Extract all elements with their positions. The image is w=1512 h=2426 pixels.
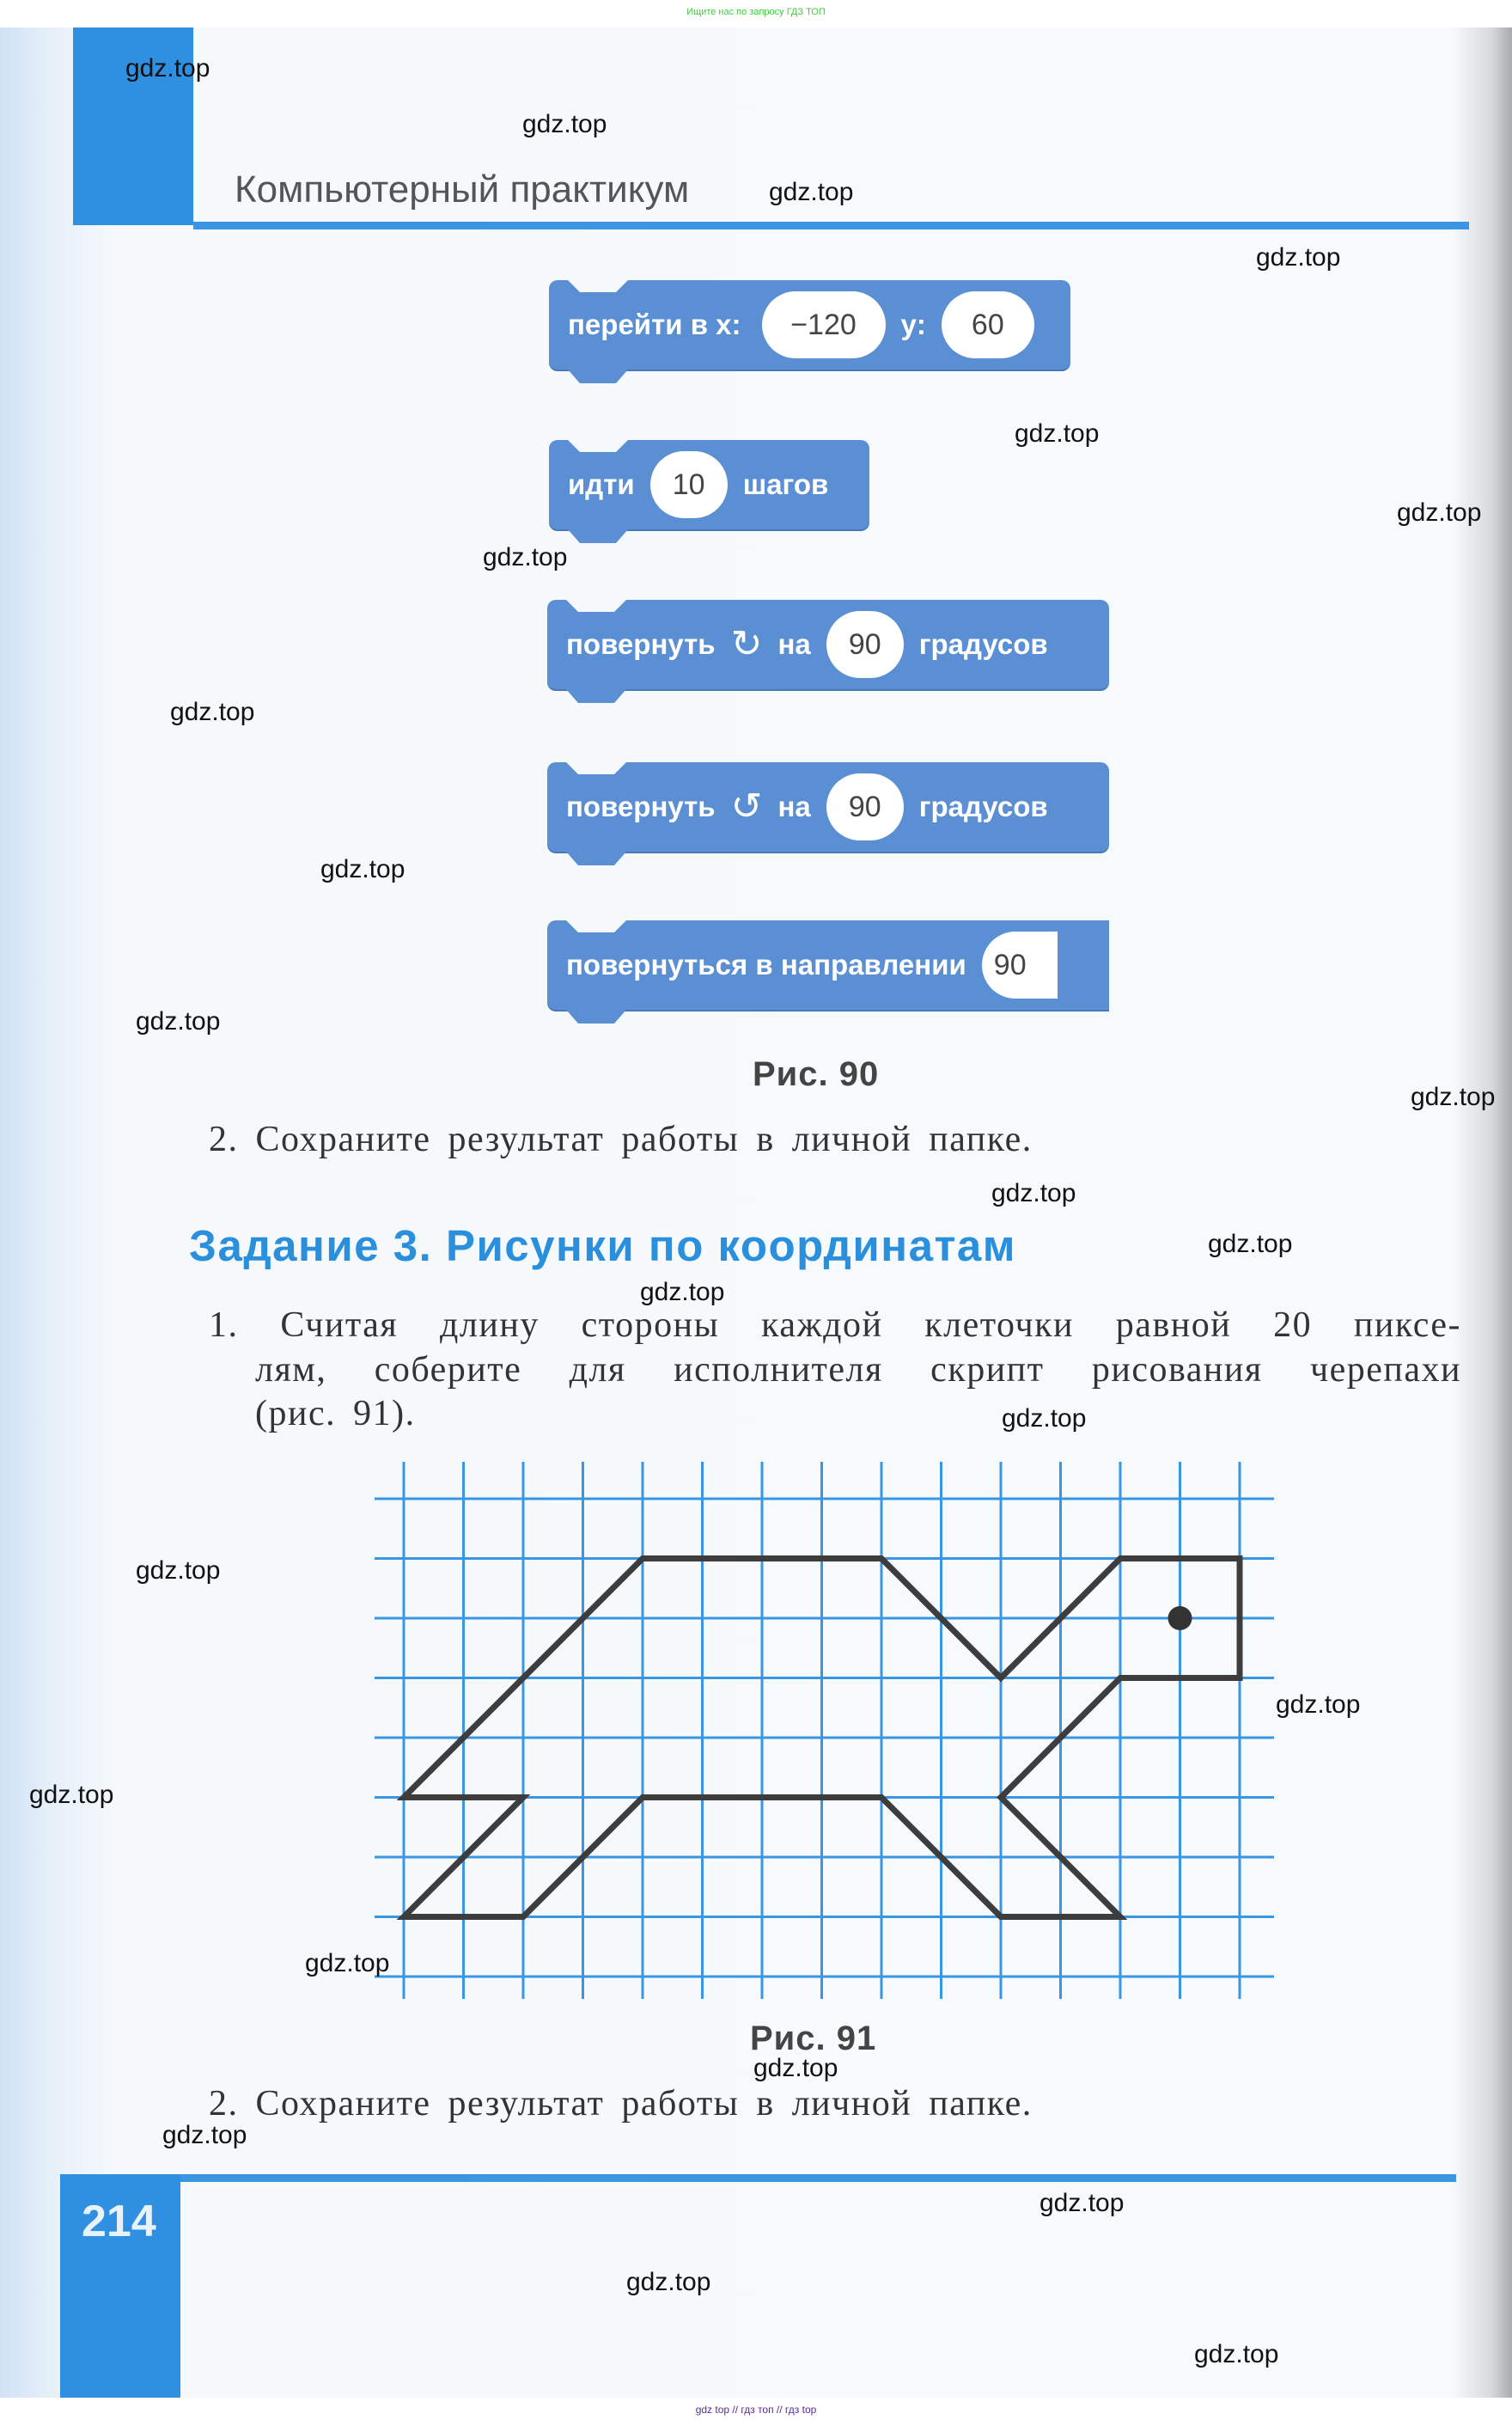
watermark: gdz.top [125, 54, 210, 82]
bottom-banner: gdz top // гдз топ // гдз top [695, 2404, 817, 2416]
watermark: gdz.top [1411, 1083, 1496, 1111]
watermark: gdz.top [1002, 1404, 1087, 1433]
watermark: gdz.top [1194, 2340, 1279, 2368]
block-label: на [777, 791, 811, 822]
steps-input: 10 [650, 451, 728, 518]
figure-91-caption: Рис. 91 [750, 2020, 877, 2057]
rotate-counterclockwise-icon: ↺ [730, 785, 763, 828]
block-label: идти [568, 468, 635, 500]
watermark: gdz.top [305, 1949, 390, 1977]
direction-input: 90 [982, 932, 1058, 999]
watermark: gdz.top [626, 2268, 711, 2296]
block-label: перейти в x: [568, 309, 741, 340]
step-1-line: 1. Считая длину стороны каждой клеточки равной 20 пиксе- [209, 1305, 1461, 1345]
watermark: gdz.top [1040, 2189, 1125, 2217]
block-label: повернуть [566, 791, 716, 822]
watermark: gdz.top [1015, 419, 1100, 448]
watermark: gdz.top [162, 2121, 247, 2149]
step-2-text: 2. Сохраните результат работы в личной папке. [209, 1120, 1033, 1159]
rotate-clockwise-icon: ↻ [730, 623, 763, 665]
watermark: gdz.top [29, 1781, 114, 1809]
watermark: gdz.top [483, 543, 568, 571]
degrees-input: 90 [826, 773, 904, 840]
page-number: 214 [82, 2197, 156, 2246]
figure-90-caption: Рис. 90 [753, 1055, 880, 1093]
y-input: 60 [942, 291, 1034, 358]
x-input: −120 [762, 291, 886, 358]
step-1-line: (рис. 91). [255, 1394, 416, 1433]
step-2-text: 2. Сохраните результат работы в личной папке. [209, 2084, 1033, 2124]
watermark: gdz.top [1208, 1230, 1293, 1258]
degrees-input: 90 [826, 611, 904, 678]
watermark: gdz.top [769, 178, 854, 206]
top-banner: Ищите нас по запросу ГДЗ ТОП [686, 7, 826, 17]
block-label: y: [900, 309, 926, 340]
watermark: gdz.top [1276, 1690, 1361, 1719]
watermark: gdz.top [991, 1179, 1076, 1207]
section-title: Компьютерный практикум [235, 168, 690, 211]
footer-rule [180, 2174, 1456, 2182]
watermark: gdz.top [522, 110, 607, 138]
step-1-line: лям, соберите для исполнителя скрипт рисования черепахи [255, 1350, 1461, 1390]
block-label: шагов [742, 468, 829, 500]
watermark: gdz.top [320, 855, 405, 883]
watermark: gdz.top [136, 1007, 221, 1036]
block-label: градусов [918, 628, 1048, 660]
watermark: gdz.top [753, 2054, 838, 2082]
watermark: gdz.top [136, 1556, 221, 1585]
block-label: градусов [918, 791, 1048, 822]
watermark: gdz.top [1397, 498, 1482, 527]
watermark: gdz.top [1256, 243, 1341, 272]
turtle-eye [1168, 1606, 1192, 1630]
block-label: повернуть [566, 628, 716, 660]
block-label: повернуться в направлении [566, 949, 966, 981]
task-heading: Задание 3. Рисунки по координатам [189, 1221, 1017, 1270]
block-label: на [777, 628, 811, 660]
watermark: gdz.top [170, 698, 255, 726]
watermark: gdz.top [640, 1278, 725, 1306]
